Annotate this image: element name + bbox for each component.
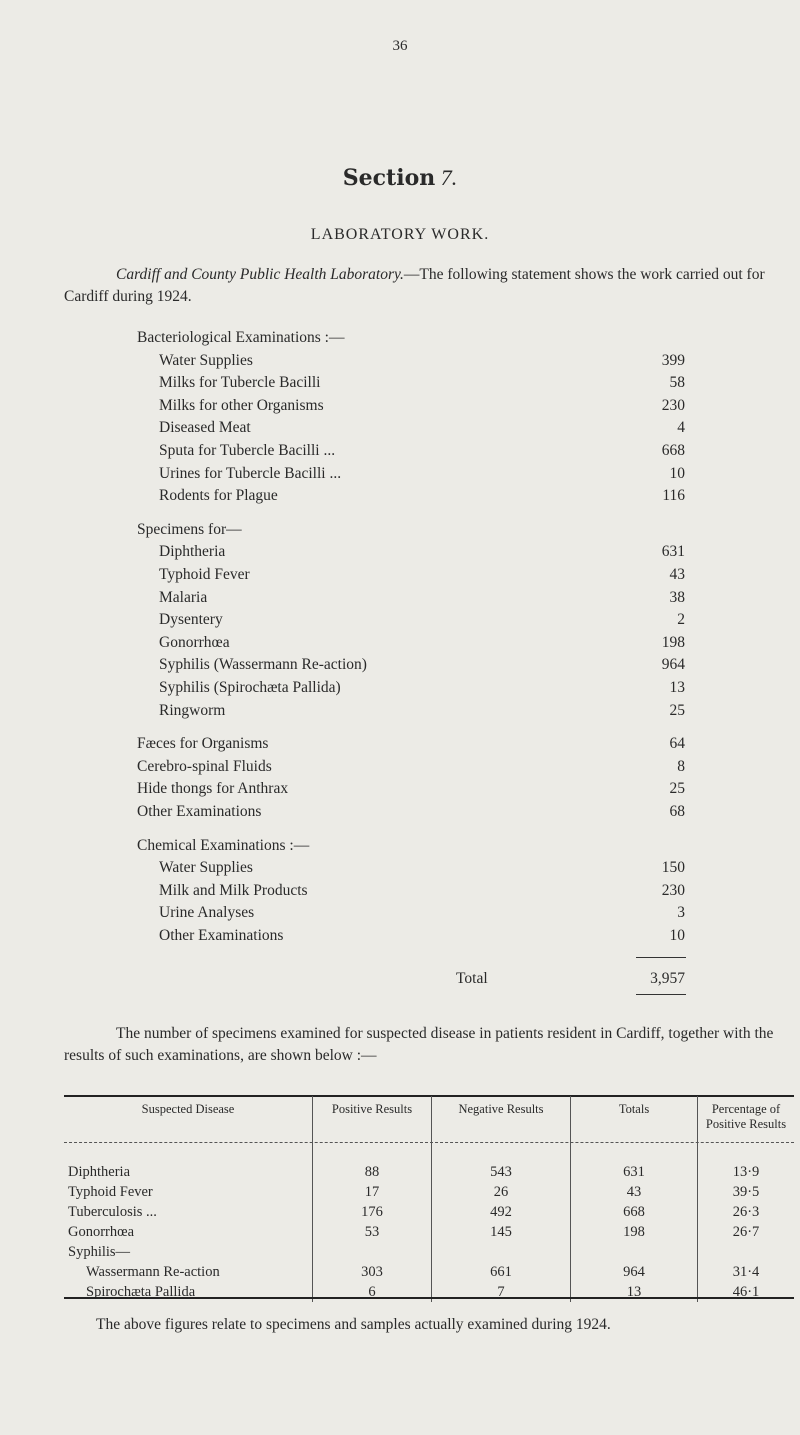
- negative-cell: 492: [432, 1202, 571, 1222]
- chemical-item-value: 230: [661, 881, 685, 899]
- negative-cell: 26: [432, 1182, 571, 1202]
- other-item-value: 68: [669, 803, 685, 820]
- totals-cell: 631: [571, 1144, 698, 1182]
- specimens-heading: Specimens for—: [137, 520, 242, 538]
- chemical-item-label: Other Examinations: [159, 927, 284, 944]
- table-row: [64, 1262, 794, 1282]
- chemical-item-label: Milk and Milk Products: [159, 881, 308, 899]
- percentage-cell: 13·9: [698, 1144, 795, 1182]
- chemical-item-value: 10: [669, 927, 685, 944]
- other-item-label: Hide thongs for Anthrax: [137, 780, 289, 798]
- totals-cell: [571, 1242, 698, 1262]
- specimen-item-label: Syphilis (Wassermann Re-action): [159, 656, 367, 674]
- total-label: Total: [456, 969, 488, 987]
- negative-cell: 7: [432, 1282, 571, 1302]
- other-item-value: 64: [669, 735, 685, 753]
- bacteriological-item-label: Urines for Tubercle Bacilli ...: [159, 464, 342, 482]
- total-top-rule: [636, 957, 686, 958]
- specimen-item-row: [159, 654, 685, 676]
- specimen-item-value: 2: [677, 611, 685, 629]
- chemical-item-value: 3: [677, 904, 685, 922]
- specimen-item-row: [159, 564, 685, 586]
- disease-cell: Spirochæta Pallida: [86, 1284, 196, 1300]
- specimen-item-value: 25: [669, 701, 685, 719]
- chemical-item-label: Water Supplies: [159, 859, 253, 877]
- negative-cell: [432, 1242, 571, 1262]
- section-title: [0, 165, 800, 191]
- specimen-item-label: Gonorrhœa: [159, 633, 230, 651]
- bacteriological-item-value: 116: [662, 487, 685, 505]
- table-row: [64, 1202, 794, 1222]
- intro-lab-name: Cardiff and County Public Health Laboratory.: [116, 266, 404, 283]
- bacteriological-item-label: Milks for other Organisms: [159, 396, 324, 414]
- other-item-value: 8: [677, 757, 685, 775]
- other-item-row: [137, 801, 685, 823]
- disease-cell: Wassermann Re-action: [86, 1264, 220, 1280]
- other-item-label: Cerebro-spinal Fluids: [137, 757, 272, 775]
- percentage-cell: 39·5: [698, 1182, 795, 1202]
- results-table: [64, 1096, 794, 1302]
- positive-cell: 53: [313, 1222, 432, 1242]
- specimen-item-value: 43: [669, 566, 685, 583]
- chemical-item-row: [159, 925, 685, 947]
- specimen-item-value: 631: [661, 543, 685, 561]
- percentage-cell: 26·7: [698, 1222, 795, 1242]
- negative-cell: 661: [432, 1262, 571, 1282]
- chemical-item-value: 150: [661, 859, 685, 877]
- header-percentage: Percentage of Positive Results: [698, 1096, 795, 1144]
- bacteriological-item-label: Rodents for Plague: [159, 487, 278, 505]
- specimen-item-label: Diphtheria: [159, 543, 226, 561]
- specimen-item-value: 198: [661, 633, 685, 651]
- specimen-item-value: 38: [669, 588, 685, 606]
- totals-cell: 13: [571, 1282, 698, 1302]
- positive-cell: [313, 1242, 432, 1262]
- specimen-item-row: [159, 541, 685, 563]
- results-intro-text: The number of specimens examined for suspected disease in patients resident in Cardiff, together with the results of such examinations, are shown below :—: [64, 1025, 774, 1064]
- bacteriological-item-value: 668: [661, 442, 685, 459]
- other-item-label: Other Examinations: [137, 803, 262, 820]
- bacteriological-item-value: 58: [669, 374, 685, 392]
- negative-cell: 145: [432, 1222, 571, 1242]
- total-value: 3,957: [650, 969, 685, 987]
- other-item-row: [137, 778, 685, 800]
- percentage-cell: 46·1: [698, 1282, 795, 1302]
- bacteriological-item-row: [159, 463, 685, 485]
- table-row: [64, 1242, 794, 1262]
- bacteriological-item-value: 399: [661, 351, 685, 369]
- lab-title: LABORATORY WORK.: [310, 226, 490, 243]
- chemical-item-label: Urine Analyses: [159, 904, 255, 922]
- totals-cell: 43: [571, 1182, 698, 1202]
- bacteriological-item-label: Milks for Tubercle Bacilli: [159, 374, 321, 392]
- specimen-item-value: 13: [669, 679, 685, 696]
- negative-cell: 543: [432, 1144, 571, 1182]
- other-item-value: 25: [669, 780, 685, 798]
- bacteriological-heading: Bacteriological Examinations :—: [137, 329, 345, 346]
- table-row: [64, 1282, 794, 1302]
- bacteriological-item-row: [159, 485, 685, 507]
- section-title-number: 7.: [440, 165, 458, 190]
- table-row: [64, 1222, 794, 1242]
- total-row: [0, 968, 700, 990]
- bacteriological-item-value: 4: [677, 419, 685, 437]
- header-totals: Totals: [571, 1096, 698, 1144]
- chemical-item-row: [159, 880, 685, 902]
- specimen-item-value: 964: [661, 656, 685, 674]
- specimen-item-row: [159, 609, 685, 631]
- specimen-item-label: Syphilis (Spirochæta Pallida): [159, 679, 341, 696]
- table-header-rule: [64, 1142, 794, 1143]
- header-disease: Suspected Disease: [141, 1102, 235, 1116]
- positive-cell: 6: [313, 1282, 432, 1302]
- disease-cell: Gonorrhœa: [68, 1224, 135, 1240]
- section-title-prefix: Section: [342, 165, 436, 191]
- chemical-heading: Chemical Examinations :—: [137, 836, 310, 854]
- specimen-item-row: [159, 587, 685, 609]
- other-item-label: Fæces for Organisms: [137, 735, 269, 753]
- specimen-item-row: [159, 677, 685, 699]
- positive-cell: 303: [313, 1262, 432, 1282]
- bacteriological-item-label: Diseased Meat: [159, 419, 251, 437]
- specimen-item-row: [159, 632, 685, 654]
- bacteriological-item-value: 10: [669, 464, 685, 482]
- positive-cell: 17: [313, 1182, 432, 1202]
- total-bottom-rule: [636, 994, 686, 995]
- page-number: 36: [392, 38, 408, 54]
- specimen-item-label: Dysentery: [159, 611, 223, 629]
- positive-cell: 176: [313, 1202, 432, 1222]
- bacteriological-item-label: Water Supplies: [159, 351, 253, 369]
- intro-paragraph: [64, 264, 784, 308]
- bacteriological-item-row: [159, 350, 685, 372]
- table-bottom-rule: [64, 1297, 794, 1299]
- percentage-cell: 26·3: [698, 1202, 795, 1222]
- disease-cell: Syphilis—: [68, 1244, 131, 1260]
- table-header-row: [64, 1096, 794, 1144]
- specimen-item-label: Typhoid Fever: [159, 566, 250, 583]
- disease-cell: Typhoid Fever: [68, 1184, 153, 1200]
- bacteriological-item-label: Sputa for Tubercle Bacilli ...: [159, 442, 336, 459]
- totals-cell: 198: [571, 1222, 698, 1242]
- chemical-item-row: [159, 902, 685, 924]
- bacteriological-item-value: 230: [661, 396, 685, 414]
- bacteriological-item-row: [159, 417, 685, 439]
- results-intro-paragraph: [64, 1023, 784, 1067]
- totals-cell: 964: [571, 1262, 698, 1282]
- other-item-row: [137, 733, 685, 755]
- disease-cell: Diphtheria: [68, 1164, 131, 1180]
- positive-cell: 88: [313, 1144, 432, 1182]
- bacteriological-item-row: [159, 395, 685, 417]
- totals-cell: 668: [571, 1202, 698, 1222]
- footer-note: The above figures relate to specimens and samples actually examined during 1924.: [96, 1316, 611, 1333]
- disease-cell: Tuberculosis ...: [68, 1204, 157, 1220]
- table-row: [64, 1144, 794, 1182]
- percentage-cell: 31·4: [698, 1262, 795, 1282]
- bacteriological-item-row: [159, 440, 685, 462]
- other-item-row: [137, 756, 685, 778]
- header-positive: Positive Results: [313, 1096, 432, 1144]
- specimen-item-label: Ringworm: [159, 701, 226, 719]
- intro-text: —The following statement shows the work carried out for Cardiff during 1924.: [64, 266, 765, 305]
- percentage-cell: [698, 1242, 795, 1262]
- table-row: [64, 1182, 794, 1202]
- bacteriological-item-row: [159, 372, 685, 394]
- header-negative: Negative Results: [432, 1096, 571, 1144]
- chemical-item-row: [159, 857, 685, 879]
- specimen-item-label: Malaria: [159, 588, 208, 606]
- specimen-item-row: [159, 700, 685, 722]
